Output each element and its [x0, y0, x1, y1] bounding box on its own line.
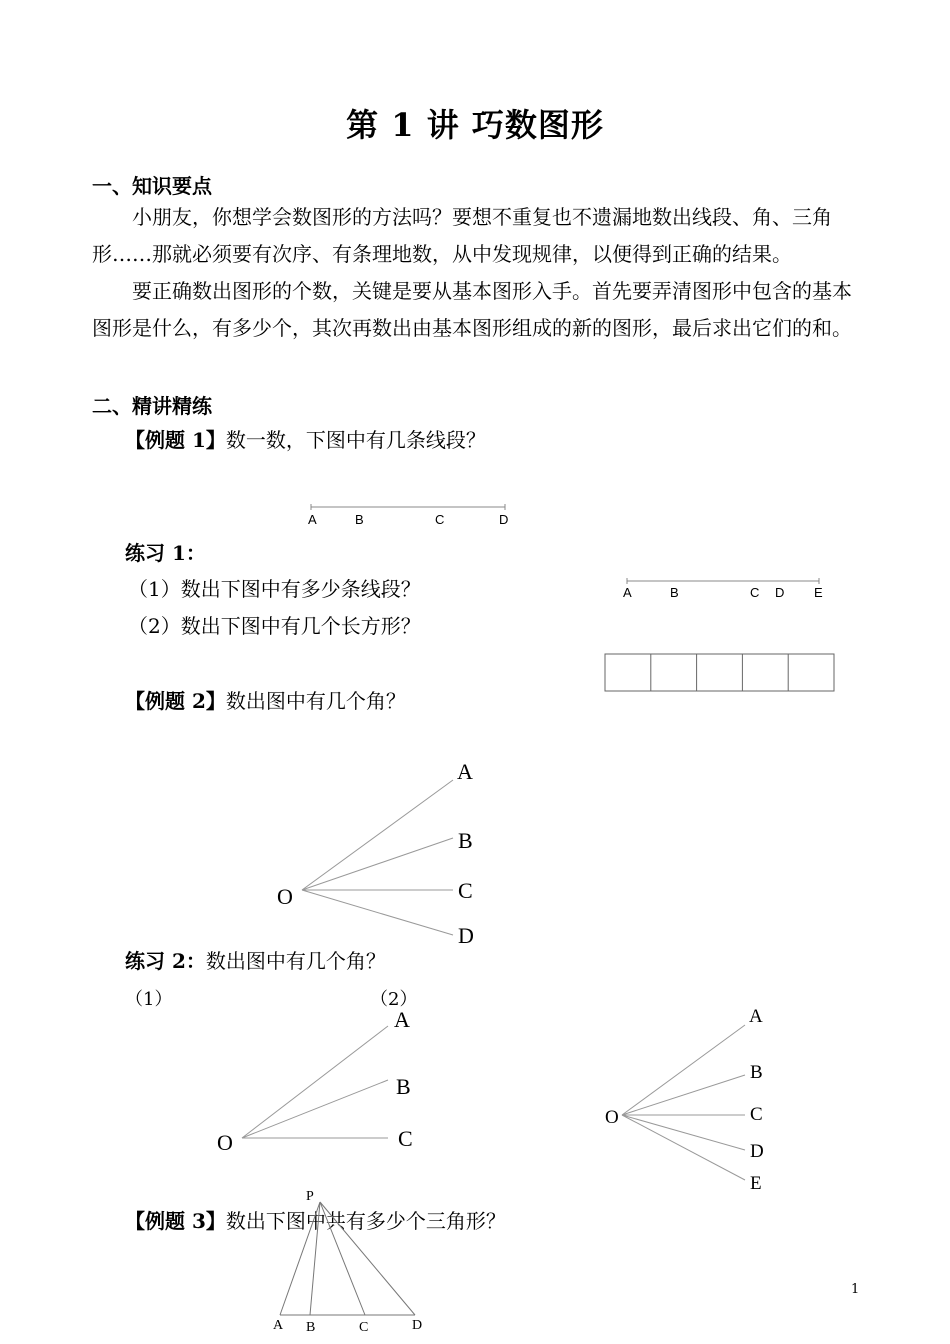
- practice-2-text: 数出图中有几个角？: [205, 949, 386, 973]
- example-3-tag: 【例题 3】: [125, 1209, 226, 1233]
- vertex-label-o: O: [217, 1130, 233, 1155]
- page-number: 1: [851, 1282, 860, 1297]
- ray-label-b: B: [396, 1074, 411, 1099]
- practice-2-sub-2: （2）: [370, 989, 418, 1010]
- ray-label-a: A: [457, 759, 473, 784]
- ray-label-d: D: [458, 923, 474, 948]
- apex-label-p: P: [306, 1189, 314, 1204]
- practice-1-tag: 练习 1：: [125, 541, 206, 565]
- ray-label-e: E: [750, 1173, 762, 1194]
- ray-label-b: B: [750, 1062, 763, 1083]
- point-label-b: B: [670, 585, 679, 600]
- base-label-c: C: [359, 1320, 369, 1335]
- ray-label-a: A: [394, 1007, 410, 1032]
- example-1-tag: 【例题 1】: [125, 428, 226, 452]
- example-1-question: [125, 424, 486, 453]
- section-heading-practice: 二、精讲精练: [92, 394, 212, 418]
- base-label-d: D: [412, 1318, 423, 1333]
- practice-1-question-1: （1）数出下图中有多少条线段？: [128, 577, 421, 601]
- practice-2-sub-1: （1）: [125, 989, 173, 1010]
- point-label-a: A: [623, 585, 632, 600]
- ray-label-c: C: [458, 878, 473, 903]
- vertex-label-o: O: [277, 884, 293, 909]
- practice-2-tag: 练习 2：: [125, 949, 206, 973]
- ray-label-d: D: [750, 1141, 764, 1162]
- example-1-segment-figure: [300, 495, 520, 530]
- page-title: 第 1 讲 巧数图形: [346, 106, 604, 144]
- point-label-b: B: [355, 512, 364, 527]
- point-label-e: E: [814, 585, 823, 600]
- practice-2-question: [125, 945, 386, 974]
- section-heading-knowledge: 一、知识要点: [92, 174, 212, 198]
- example-2-question: [125, 685, 406, 714]
- practice-1-question-2: （2）数出下图中有几个长方形？: [128, 614, 421, 638]
- point-label-a: A: [308, 512, 317, 527]
- base-label-b: B: [306, 1320, 316, 1335]
- base-label-a: A: [273, 1318, 284, 1333]
- knowledge-paragraph-2: 要正确数出图形的个数，关键是要从基本图形入手。首先要弄清图形中包含的基本图形是什么，有多少个，其次再数出由基本图形组成的新的图形，最后求出它们的和。: [92, 279, 852, 340]
- example-2-tag: 【例题 2】: [125, 689, 226, 713]
- ray-label-c: C: [398, 1126, 413, 1151]
- example-3-text: 数出下图中共有多少个三角形？: [225, 1209, 506, 1233]
- ray-label-b: B: [458, 828, 473, 853]
- practice-1-segment-figure: [615, 570, 835, 605]
- point-label-d: D: [499, 512, 509, 527]
- practice-2-figure-2: [600, 1000, 790, 1195]
- practice-1-rectangle-figure: [604, 653, 836, 693]
- practice-2-figure-1: [210, 1000, 430, 1160]
- ray-label-c: C: [750, 1104, 763, 1125]
- point-label-c: C: [750, 585, 760, 600]
- point-label-d: D: [775, 585, 785, 600]
- example-3-triangle-figure: [265, 1180, 440, 1340]
- example-1-text: 数一数，下图中有几条线段？: [225, 428, 486, 452]
- knowledge-paragraph-1: 小朋友，你想学会数图形的方法吗？要想不重复也不遗漏地数出线段、角、三角形……那就必须要有次序、有条理地数，从中发现规律，以便得到正确的结果。: [92, 205, 832, 266]
- example-2-text: 数出图中有几个角？: [225, 689, 406, 713]
- point-label-c: C: [435, 512, 445, 527]
- ray-label-a: A: [749, 1006, 763, 1027]
- vertex-label-o: O: [605, 1107, 619, 1128]
- knowledge-text: [92, 199, 862, 347]
- example-2-angle-figure: [270, 755, 490, 950]
